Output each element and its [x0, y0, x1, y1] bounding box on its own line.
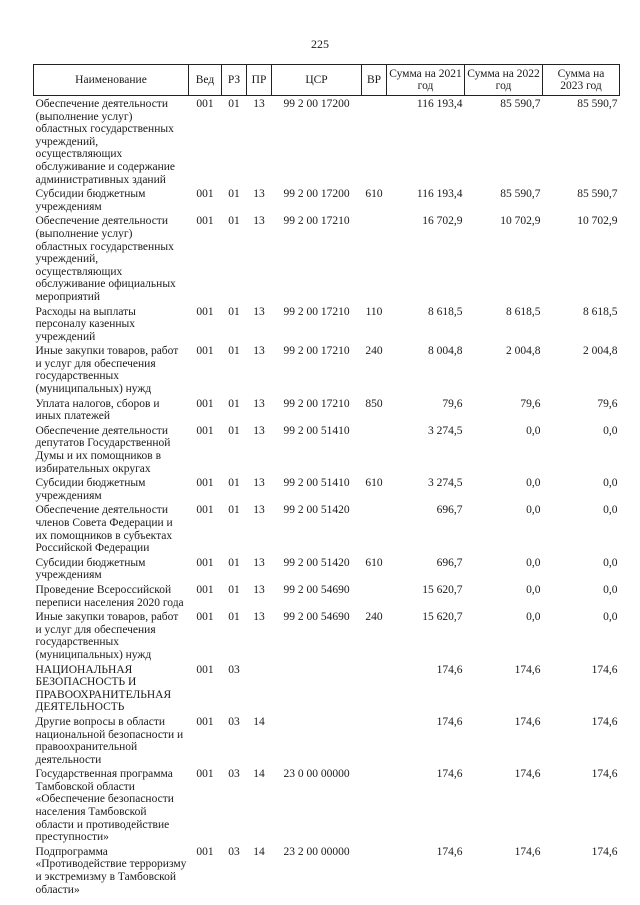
- cell-vr: 850: [365, 397, 383, 410]
- cell-rz: 01: [228, 504, 240, 517]
- cell-ved: 001: [196, 845, 214, 858]
- cell-sum-2022: 0,0: [526, 556, 541, 569]
- table-row: [34, 186, 620, 213]
- table-row: [34, 714, 620, 766]
- cell-sum-2023: 2 004,8: [583, 345, 618, 358]
- header-name: Наименование: [34, 65, 189, 96]
- cell-name: Подпрограмма «Противодействие терроризму и экстремизму в Тамбовской области»: [35, 845, 187, 896]
- cell-name: Другие вопросы в области национальной безопасности и правоохранительной деятельности: [35, 715, 184, 766]
- cell-pr: 13: [253, 188, 265, 201]
- cell-name: Иные закупки товаров, работ и услуг для обеспечения государственных (муниципальных) нужд: [35, 345, 179, 396]
- cell-name: Государственная программа Тамбовской области «Обеспечение безопасности населения Тамбовской области и противодействие преступности»: [35, 768, 174, 844]
- cell-csr: 23 0 00 00000: [283, 768, 350, 781]
- cell-csr: 23 2 00 00000: [283, 845, 350, 858]
- table-row: [34, 213, 620, 303]
- header-vr: ВР: [362, 65, 387, 96]
- cell-csr: 99 2 00 54690: [283, 583, 350, 596]
- cell-ved: 001: [196, 663, 214, 676]
- cell-ved: 001: [196, 583, 214, 596]
- cell-ved: 001: [196, 715, 214, 728]
- cell-name: Обеспечение деятельности (выполнение услуг) областных государственных учреждений, осуществляющих обслуживание и содержание административных зданий: [35, 98, 176, 186]
- cell-sum-2023: 10 702,9: [577, 215, 618, 228]
- cell-csr: 99 2 00 54690: [283, 611, 350, 624]
- cell-vr: [362, 96, 387, 187]
- cell-pr: 13: [253, 215, 265, 228]
- cell-sum-2021: 116 193,4: [416, 188, 463, 201]
- cell-pr: 13: [253, 504, 265, 517]
- header-sum-2021: Сумма на 2021 год: [387, 65, 465, 96]
- cell-sum-2022: 2 004,8: [506, 345, 541, 358]
- cell-sum-2021: 174,6: [436, 845, 463, 858]
- cell-rz: 01: [228, 305, 240, 318]
- cell-pr: 14: [253, 768, 265, 781]
- cell-csr: 99 2 00 51420: [283, 504, 350, 517]
- cell-sum-2022: 85 590,7: [500, 188, 541, 201]
- table-row: [34, 844, 620, 896]
- cell-pr: 13: [253, 98, 265, 110]
- table-row: [34, 609, 620, 661]
- cell-csr: 99 2 00 17200: [283, 188, 350, 201]
- cell-vr: [362, 582, 387, 609]
- table-row: [34, 423, 620, 475]
- cell-rz: 01: [228, 583, 240, 596]
- cell-rz: 01: [228, 215, 240, 228]
- cell-pr: 13: [253, 397, 265, 410]
- cell-name: Проведение Всероссийской переписи населения 2020 года: [35, 583, 184, 609]
- cell-name: НАЦИОНАЛЬНАЯ БЕЗОПАСНОСТЬ И ПРАВООХРАНИТЕЛЬНАЯ ДЕЯТЕЛЬНОСТЬ: [35, 663, 172, 714]
- cell-name: Расходы на выплаты персоналу казенных учреждений: [35, 305, 136, 343]
- cell-ved: 001: [196, 768, 214, 781]
- page-number: 225: [311, 37, 329, 51]
- cell-sum-2023: 85 590,7: [577, 98, 618, 110]
- cell-vr: [362, 766, 387, 844]
- cell-rz: 01: [228, 345, 240, 358]
- cell-csr: [272, 662, 362, 714]
- cell-sum-2022: 0,0: [526, 504, 541, 517]
- cell-rz: 03: [228, 768, 240, 781]
- cell-csr: 99 2 00 17210: [283, 215, 350, 228]
- cell-name: Обеспечение деятельности депутатов Государственной Думы и их помощников в избирательных округах: [35, 424, 171, 475]
- cell-vr: [362, 423, 387, 475]
- table-row: [34, 304, 620, 344]
- cell-csr: [272, 714, 362, 766]
- cell-sum-2021: 174,6: [436, 768, 463, 781]
- header-pr: ПР: [247, 65, 272, 96]
- cell-vr: [362, 213, 387, 303]
- cell-pr: 13: [253, 583, 265, 596]
- cell-rz: 01: [228, 98, 240, 110]
- cell-rz: 03: [228, 663, 240, 676]
- cell-sum-2023: 85 590,7: [577, 188, 618, 201]
- cell-sum-2021: 174,6: [436, 663, 463, 676]
- cell-rz: 01: [228, 556, 240, 569]
- cell-sum-2023: 174,6: [591, 845, 618, 858]
- table-body: [34, 96, 620, 897]
- cell-sum-2023: 174,6: [591, 768, 618, 781]
- cell-name: Субсидии бюджетным учреждениям: [35, 188, 146, 213]
- cell-sum-2022: 0,0: [526, 477, 541, 490]
- cell-sum-2022: 0,0: [526, 611, 541, 624]
- cell-pr: 14: [253, 715, 265, 728]
- cell-name: Субсидии бюджетным учреждениям: [35, 556, 146, 582]
- cell-sum-2021: 3 274,5: [428, 424, 463, 437]
- cell-sum-2022: 174,6: [514, 768, 541, 781]
- cell-sum-2021: 696,7: [436, 556, 463, 569]
- cell-sum-2021: 3 274,5: [428, 477, 463, 490]
- cell-sum-2022: 0,0: [526, 424, 541, 437]
- cell-sum-2022: 10 702,9: [500, 215, 541, 228]
- cell-rz: 01: [228, 424, 240, 437]
- cell-sum-2022: 79,6: [520, 397, 541, 410]
- cell-pr: 14: [253, 845, 265, 858]
- table-row: [34, 582, 620, 609]
- cell-sum-2021: 8 618,5: [428, 305, 463, 318]
- cell-ved: 001: [196, 504, 214, 517]
- cell-pr: 13: [253, 556, 265, 569]
- cell-name: Обеспечение деятельности (выполнение услуг) областных государственных учреждений, осуществляющих обслуживание официальных мероприятий: [35, 215, 176, 303]
- cell-rz: 03: [228, 715, 240, 728]
- cell-rz: 01: [228, 188, 240, 201]
- cell-name: Обеспечение деятельности членов Совета Федерации и их помощников в субъектах Российской Федерации: [35, 504, 173, 555]
- cell-vr: 610: [365, 477, 383, 490]
- cell-sum-2023: 0,0: [603, 477, 618, 490]
- cell-vr: [362, 502, 387, 554]
- cell-csr: 99 2 00 17210: [283, 305, 350, 318]
- cell-ved: 001: [196, 477, 214, 490]
- cell-sum-2022: 0,0: [526, 583, 541, 596]
- cell-sum-2023: 0,0: [603, 611, 618, 624]
- cell-sum-2021: 15 620,7: [422, 583, 463, 596]
- cell-sum-2021: 79,6: [442, 397, 463, 410]
- table-row: [34, 96, 620, 187]
- cell-vr: [362, 714, 387, 766]
- cell-ved: 001: [196, 305, 214, 318]
- cell-sum-2023: 0,0: [603, 583, 618, 596]
- table-row: [34, 662, 620, 714]
- table-row: [34, 555, 620, 582]
- cell-name: Иные закупки товаров, работ и услуг для обеспечения государственных (муниципальных) нужд: [35, 611, 179, 661]
- cell-csr: 99 2 00 17210: [283, 397, 350, 410]
- header-ved: Вед: [189, 65, 222, 96]
- cell-sum-2021: 174,6: [436, 715, 463, 728]
- table-row: [34, 396, 620, 423]
- cell-rz: 03: [228, 845, 240, 858]
- cell-pr: [247, 662, 272, 714]
- cell-pr: 13: [253, 345, 265, 358]
- cell-sum-2023: 174,6: [591, 715, 618, 728]
- cell-vr: 240: [365, 611, 383, 624]
- cell-sum-2023: 8 618,5: [583, 305, 618, 318]
- header-sum-2023: Сумма на 2023 год: [543, 65, 620, 96]
- table-row: [34, 766, 620, 844]
- cell-csr: 99 2 00 51410: [283, 477, 350, 490]
- cell-ved: 001: [196, 397, 214, 410]
- cell-pr: 13: [253, 611, 265, 624]
- cell-sum-2022: 85 590,7: [500, 98, 541, 110]
- cell-vr: 110: [365, 305, 383, 318]
- table-row: [34, 343, 620, 395]
- cell-sum-2022: 174,6: [514, 845, 541, 858]
- table-row: [34, 502, 620, 554]
- cell-pr: 13: [253, 424, 265, 437]
- cell-ved: 001: [196, 345, 214, 358]
- cell-name: Уплата налогов, сборов и иных платежей: [35, 397, 160, 423]
- cell-ved: 001: [196, 424, 214, 437]
- cell-vr: [362, 844, 387, 896]
- cell-ved: 001: [196, 611, 214, 624]
- cell-rz: 01: [228, 397, 240, 410]
- table-header: [34, 65, 620, 96]
- cell-pr: 13: [253, 477, 265, 490]
- cell-rz: 01: [228, 477, 240, 490]
- cell-sum-2023: 0,0: [603, 504, 618, 517]
- cell-ved: 001: [196, 188, 214, 201]
- cell-ved: 001: [196, 215, 214, 228]
- cell-csr: 99 2 00 17210: [283, 345, 350, 358]
- cell-csr: 99 2 00 51410: [283, 424, 350, 437]
- cell-ved: 001: [196, 98, 214, 110]
- cell-sum-2022: 174,6: [514, 663, 541, 676]
- cell-sum-2023: 0,0: [603, 556, 618, 569]
- cell-sum-2021: 696,7: [436, 504, 463, 517]
- cell-vr: 240: [365, 345, 383, 358]
- cell-sum-2021: 8 004,8: [428, 345, 463, 358]
- cell-ved: 001: [196, 556, 214, 569]
- cell-name: Субсидии бюджетным учреждениям: [35, 477, 146, 502]
- cell-sum-2023: 174,6: [591, 663, 618, 676]
- cell-pr: 13: [253, 305, 265, 318]
- cell-sum-2023: 79,6: [597, 397, 618, 410]
- budget-table: [33, 64, 620, 896]
- cell-sum-2023: 0,0: [603, 424, 618, 437]
- header-csr: ЦСР: [272, 65, 362, 96]
- cell-csr: 99 2 00 17200: [283, 98, 350, 110]
- cell-sum-2021: 16 702,9: [422, 215, 463, 228]
- cell-sum-2022: 174,6: [514, 715, 541, 728]
- cell-csr: 99 2 00 51420: [283, 556, 350, 569]
- cell-vr: 610: [365, 556, 383, 569]
- cell-vr: [362, 662, 387, 714]
- header-sum-2022: Сумма на 2022 год: [465, 65, 543, 96]
- cell-sum-2021: 15 620,7: [422, 611, 463, 624]
- header-rz: РЗ: [222, 65, 247, 96]
- cell-sum-2021: 116 193,4: [416, 98, 463, 110]
- cell-vr: 610: [365, 188, 383, 201]
- cell-sum-2022: 8 618,5: [506, 305, 541, 318]
- table-row: [34, 475, 620, 502]
- cell-rz: 01: [228, 611, 240, 624]
